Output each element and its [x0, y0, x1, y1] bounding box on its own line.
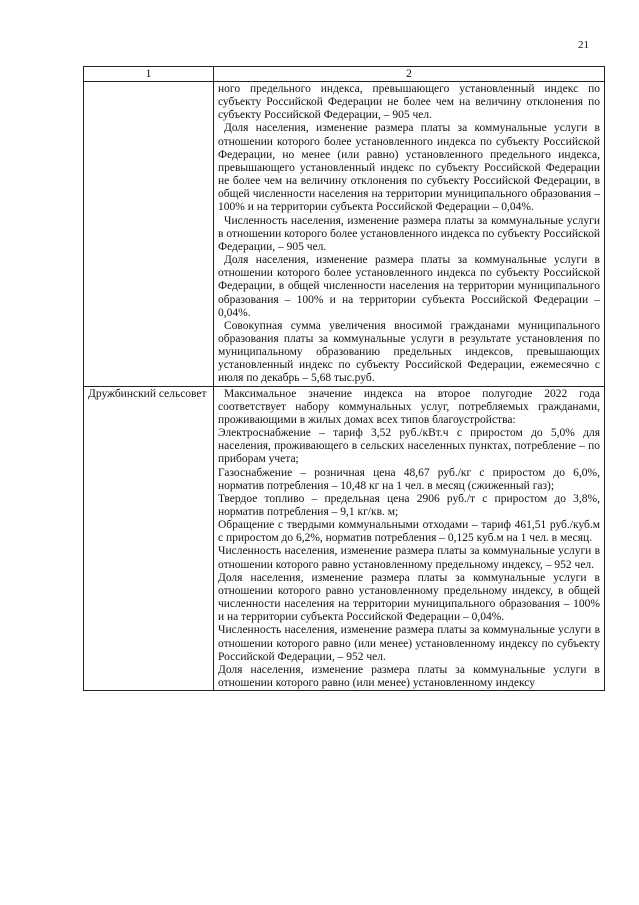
description-cell	[213, 386, 604, 691]
paragraph: Доля населения, изменение размера платы за коммунальные услуги в отношении которого более установленного индекса по субъекту Российской Федерации, в общей численности населения на территории муниципального образования – 100% и на территории субъекта Российской Федерации – 0,04%.	[217, 254, 600, 319]
paragraph: ного предельного индекса, превышающего установленный индекс по субъекту Российской Федерации не более чем на величину отклонения по субъекту Российской Федерации, – 905 чел.	[217, 83, 600, 122]
column-header-1: 1	[84, 67, 214, 82]
page-number: 21	[578, 39, 589, 51]
column-header-2: 2	[213, 67, 604, 82]
paragraph: Обращение с твердыми коммунальными отходами – тариф 461,51 руб./куб.м с приростом до 6,2%, норматив потребления – 0,125 куб.м на 1 чел. в месяц.	[217, 519, 600, 545]
paragraph: Газоснабжение – розничная цена 48,67 руб./кг с приростом до 6,0%, норматив потребления – 10,48 кг на 1 чел. в месяц (сжиженный газ);	[217, 466, 600, 492]
paragraph: Доля населения, изменение размера платы за коммунальные услуги в отношении которого равно установленному предельному индексу, в общей численности населения на территории муниципального образования – 100% и на территории субъекта Российской Федерации – 0,04%.	[217, 571, 600, 624]
municipality-cell: Дружбинский сельсовет	[84, 386, 214, 691]
paragraph: Численность населения, изменение размера платы за коммунальные услуги в отношении которого равно (или менее) установленному индексу по субъекту Российской Федерации, – 952 чел.	[217, 624, 600, 663]
document-table	[83, 66, 605, 691]
paragraph: Совокупная сумма увеличения вносимой гражданами муниципального образования платы за коммунальные услуги в результате установления по муниципальному образованию предельных индексов, превышающих установленный индекс по субъекту Российской Федерации, ежемесячно с июля по декабрь – 5,68 тыс.руб.	[217, 319, 600, 385]
table-row	[84, 82, 605, 387]
paragraph: Максимальное значение индекса на второе полугодие 2022 года соответствует набору коммунальных услуг, потребляемых гражданами, проживающими в жилых домах всех типов благоустройства:	[217, 387, 600, 426]
table-row	[84, 386, 605, 691]
table-header-row	[84, 67, 605, 82]
paragraph: Электроснабжение – тариф 3,52 руб./кВт.ч с приростом до 5,0% для населения, проживающего в сельских населенных пунктах, потребление – по приборам учета;	[217, 427, 600, 466]
paragraph: Доля населения, изменение размера платы за коммунальные услуги в отношении которого более установленного индекса по субъекту Российской Федерации, но менее (или равно) установленного предельного индекса, превышающего установленный индекс по субъекту Российской Федерации не более чем на величину отклонения по субъекту Российской Федерации, в общей численности населения на территории муниципального образования – 100% и на территории субъекта Российской Федерации – 0,04%.	[217, 122, 600, 214]
paragraph: Численность населения, изменение размера платы за коммунальные услуги в отношении которого более установленного индекса по субъекту Российской Федерации, – 905 чел.	[217, 214, 600, 253]
municipality-cell	[84, 82, 214, 387]
description-cell	[213, 82, 604, 387]
paragraph: Твердое топливо – предельная цена 2906 руб./т с приростом до 3,8%, норматив потребления – 9,1 кг/кв. м;	[217, 492, 600, 518]
paragraph: Численность населения, изменение размера платы за коммунальные услуги в отношении которого равно установленному предельному индексу, – 952 чел.	[217, 545, 600, 571]
paragraph: Доля населения, изменение размера платы за коммунальные услуги в отношении которого равно (или менее) установленному индексу	[217, 663, 600, 690]
